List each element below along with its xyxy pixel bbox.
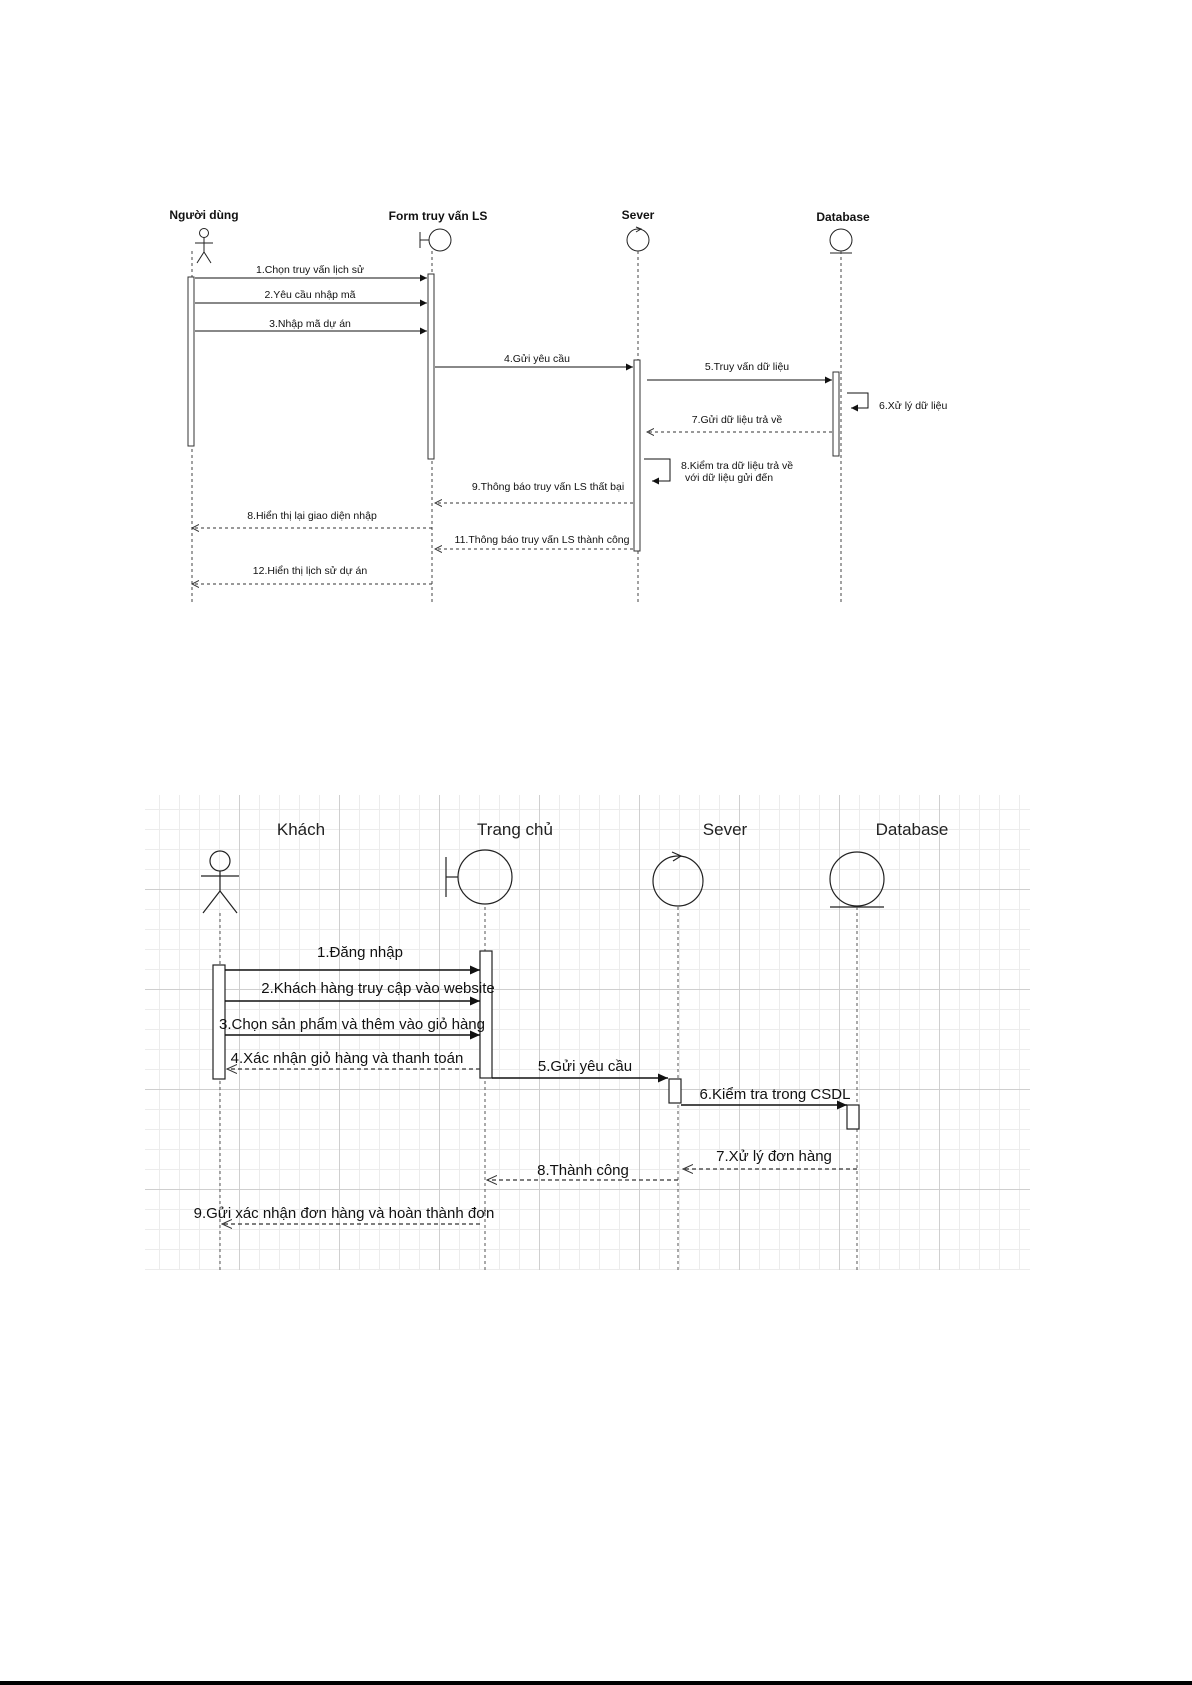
- msg-7: [683, 1148, 857, 1169]
- msg-9: [194, 1205, 495, 1224]
- actor-icon: [201, 851, 239, 913]
- svg-text:6.Kiểm tra trong CSDL: 6.Kiểm tra trong CSDL: [699, 1086, 851, 1103]
- svg-text:6.Xử lý dữ liệu: 6.Xử lý dữ liệu: [879, 400, 948, 412]
- lifelines: [192, 251, 841, 605]
- svg-text:3.Nhập mã dự án: 3.Nhập mã dự án: [269, 318, 351, 330]
- diagram2-canvas: [145, 795, 1030, 1270]
- svg-text:11.Thông báo truy vấn LS thành: 11.Thông báo truy vấn LS thành công: [454, 534, 630, 546]
- control-icon: [627, 227, 649, 251]
- msg-1: [195, 264, 427, 278]
- msg-6: [681, 1086, 850, 1105]
- participant-label-guest: Khách: [276, 820, 326, 839]
- participant-label-user: Người dùng: [169, 208, 239, 222]
- sequence-diagram-history-query: [150, 210, 1050, 660]
- svg-text:7.Xử lý đơn hàng: 7.Xử lý đơn hàng: [716, 1148, 832, 1165]
- svg-text:1.Đăng nhập: 1.Đăng nhập: [317, 944, 403, 961]
- svg-text:với dữ liệu gửi đến: với dữ liệu gửi đến: [685, 472, 774, 484]
- svg-text:2.Khách hàng truy cập vào webs: 2.Khách hàng truy cập vào website: [261, 980, 495, 997]
- svg-text:4.Xác nhận giỏ hàng và thanh t: 4.Xác nhận giỏ hàng và thanh toán: [230, 1050, 464, 1067]
- entity-icon: [830, 229, 852, 253]
- msg-2: [195, 289, 427, 303]
- svg-text:3.Chọn sản phẩm và thêm vào gi: 3.Chọn sản phẩm và thêm vào giỏ hàng: [218, 1016, 486, 1033]
- msg-3: [219, 1016, 485, 1035]
- svg-text:9.Gửi xác nhận đơn hàng và hoà: 9.Gửi xác nhận đơn hàng và hoàn thành đơn: [193, 1205, 495, 1222]
- svg-text:8.Kiểm tra dữ liệu trả về: 8.Kiểm tra dữ liệu trả về: [681, 460, 794, 472]
- msg-8b: [192, 510, 432, 528]
- participant-label-home: Trang chủ: [477, 820, 553, 839]
- msg-5: [647, 361, 832, 380]
- msg-12: [192, 565, 432, 584]
- sequence-diagram-order: [145, 795, 1030, 1270]
- diagram1-canvas: [150, 210, 1050, 660]
- participant-label-form: Form truy vấn LS: [388, 209, 488, 223]
- svg-text:5.Gửi yêu cầu: 5.Gửi yêu cầu: [537, 1058, 633, 1075]
- svg-text:1.Chọn truy vấn lịch sử: 1.Chọn truy vấn lịch sử: [256, 264, 364, 276]
- participant-label-server: Sever: [702, 820, 748, 839]
- boundary-icon: [420, 229, 451, 251]
- msg-4: [435, 353, 633, 367]
- msg-1: [225, 944, 480, 970]
- msg-8: [487, 1162, 678, 1180]
- msg-4: [227, 1050, 480, 1069]
- svg-text:8.Thành công: 8.Thành công: [537, 1162, 629, 1179]
- svg-text:12.Hiển thị lịch sử dự án: 12.Hiển thị lịch sử dự án: [252, 565, 368, 577]
- msg-9: [435, 481, 633, 503]
- msg-5: [492, 1058, 668, 1078]
- svg-text:8.Hiển thị lại giao diện nhập: 8.Hiển thị lại giao diện nhập: [247, 510, 377, 522]
- msg-6-self: [847, 393, 947, 412]
- participant-label-database: Database: [816, 210, 870, 224]
- msg-3: [195, 318, 427, 331]
- svg-text:7.Gửi dữ liệu trả về: 7.Gửi dữ liệu trả về: [691, 414, 783, 426]
- svg-text:2.Yêu cầu nhập mã: 2.Yêu cầu nhập mã: [264, 289, 356, 301]
- msg-11: [435, 534, 633, 549]
- svg-text:5.Truy vấn dữ liệu: 5.Truy vấn dữ liệu: [704, 361, 790, 373]
- actor-icon: [195, 229, 213, 264]
- entity-icon: [830, 852, 884, 907]
- participant-label-database: Database: [875, 820, 949, 839]
- participant-label-server: Sever: [621, 208, 655, 222]
- page-bottom-rule: [0, 1681, 1192, 1685]
- control-icon: [653, 852, 703, 906]
- boundary-icon: [446, 850, 512, 904]
- svg-text:4.Gửi yêu cầu: 4.Gửi yêu cầu: [504, 353, 570, 365]
- msg-2: [225, 980, 495, 1001]
- svg-text:9.Thông báo truy vấn LS thất b: 9.Thông báo truy vấn LS thất bại: [471, 481, 625, 493]
- msg-7: [647, 414, 832, 432]
- msg-8-self: [644, 459, 793, 484]
